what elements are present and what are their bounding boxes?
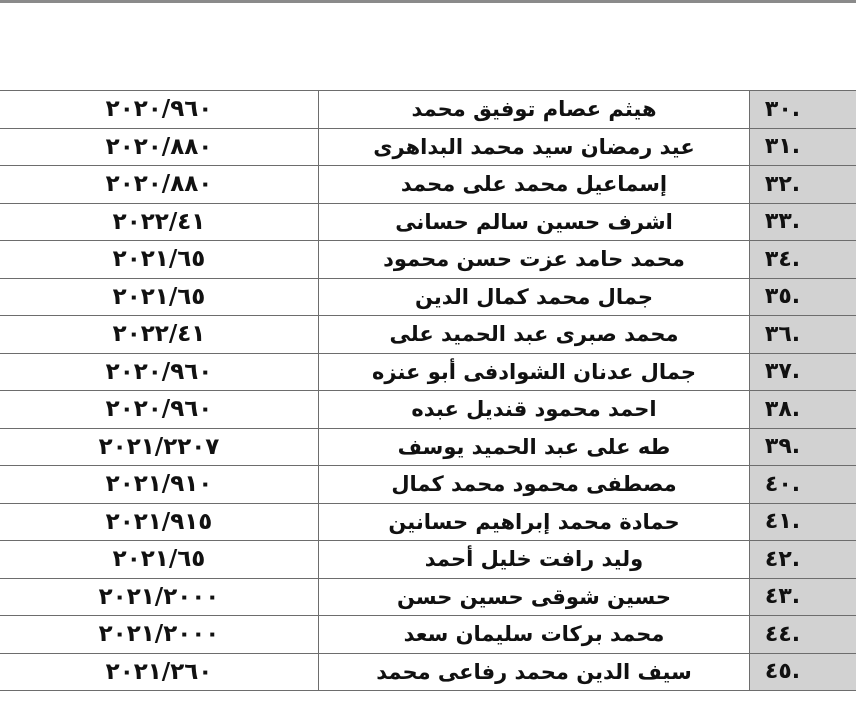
person-name: حمادة محمد إبراهيم حسانين: [319, 503, 750, 541]
row-number: .٣٨: [750, 391, 856, 429]
person-name: مصطفى محمود محمد كمال: [319, 466, 750, 504]
person-name: حسين شوقى حسين حسن: [319, 578, 750, 616]
reference-code: ٢٠٢١/٦٥: [0, 278, 319, 316]
person-name: إسماعيل محمد على محمد: [319, 166, 750, 204]
person-name: محمد بركات سليمان سعد: [319, 616, 750, 654]
person-name: محمد صبرى عبد الحميد على: [319, 316, 750, 354]
table-row: [0, 541, 856, 579]
person-name: جمال محمد كمال الدين: [319, 278, 750, 316]
reference-code: ٢٠٢١/٦٥: [0, 541, 319, 579]
row-number: .٣٤: [750, 241, 856, 279]
names-table: [0, 90, 856, 691]
person-name: جمال عدنان الشوادفى أبو عنزه: [319, 353, 750, 391]
row-number: .٣٥: [750, 278, 856, 316]
reference-code: ٢٠٢١/٩١٠: [0, 466, 319, 504]
reference-code: ٢٠٢١/٩١٥: [0, 503, 319, 541]
table-row: [0, 166, 856, 204]
table-row: [0, 503, 856, 541]
row-number: .٣٢: [750, 166, 856, 204]
table-row: [0, 466, 856, 504]
table-row: [0, 428, 856, 466]
person-name: طه على عبد الحميد يوسف: [319, 428, 750, 466]
table-row: [0, 616, 856, 654]
row-number: .٤٥: [750, 653, 856, 691]
table-row: [0, 203, 856, 241]
reference-code: ٢٠٢١/٢٢٠٧: [0, 428, 319, 466]
reference-code: ٢٠٢٠/٩٦٠: [0, 353, 319, 391]
row-number: .٣١: [750, 128, 856, 166]
table-row: [0, 653, 856, 691]
reference-code: ٢٠٢١/٦٥: [0, 241, 319, 279]
row-number: .٣٦: [750, 316, 856, 354]
table-row: [0, 353, 856, 391]
person-name: سيف الدين محمد رفاعى محمد: [319, 653, 750, 691]
person-name: وليد رافت خليل أحمد: [319, 541, 750, 579]
person-name: احمد محمود قنديل عبده: [319, 391, 750, 429]
table-body: [0, 91, 856, 691]
reference-code: ٢٠٢٢/٤١: [0, 203, 319, 241]
reference-code: ٢٠٢١/٢٠٠٠: [0, 616, 319, 654]
row-number: .٤٠: [750, 466, 856, 504]
table-row: [0, 278, 856, 316]
reference-code: ٢٠٢٠/٩٦٠: [0, 391, 319, 429]
row-number: .٣٣: [750, 203, 856, 241]
table-row: [0, 91, 856, 129]
person-name: هيثم عصام توفيق محمد: [319, 91, 750, 129]
table-row: [0, 391, 856, 429]
row-number: .٣٠: [750, 91, 856, 129]
reference-code: ٢٠٢٢/٤١: [0, 316, 319, 354]
table-row: [0, 578, 856, 616]
top-border-line: [0, 0, 856, 3]
reference-code: ٢٠٢٠/٩٦٠: [0, 91, 319, 129]
person-name: عيد رمضان سيد محمد البداهرى: [319, 128, 750, 166]
reference-code: ٢٠٢٠/٨٨٠: [0, 166, 319, 204]
table-row: [0, 316, 856, 354]
row-number: .٣٧: [750, 353, 856, 391]
row-number: .٤٤: [750, 616, 856, 654]
row-number: .٤٣: [750, 578, 856, 616]
row-number: .٤٢: [750, 541, 856, 579]
table-row: [0, 128, 856, 166]
reference-code: ٢٠٢٠/٨٨٠: [0, 128, 319, 166]
reference-code: ٢٠٢١/٢٠٠٠: [0, 578, 319, 616]
person-name: اشرف حسين سالم حسانى: [319, 203, 750, 241]
table-row: [0, 241, 856, 279]
person-name: محمد حامد عزت حسن محمود: [319, 241, 750, 279]
row-number: .٤١: [750, 503, 856, 541]
reference-code: ٢٠٢١/٢٦٠: [0, 653, 319, 691]
row-number: .٣٩: [750, 428, 856, 466]
